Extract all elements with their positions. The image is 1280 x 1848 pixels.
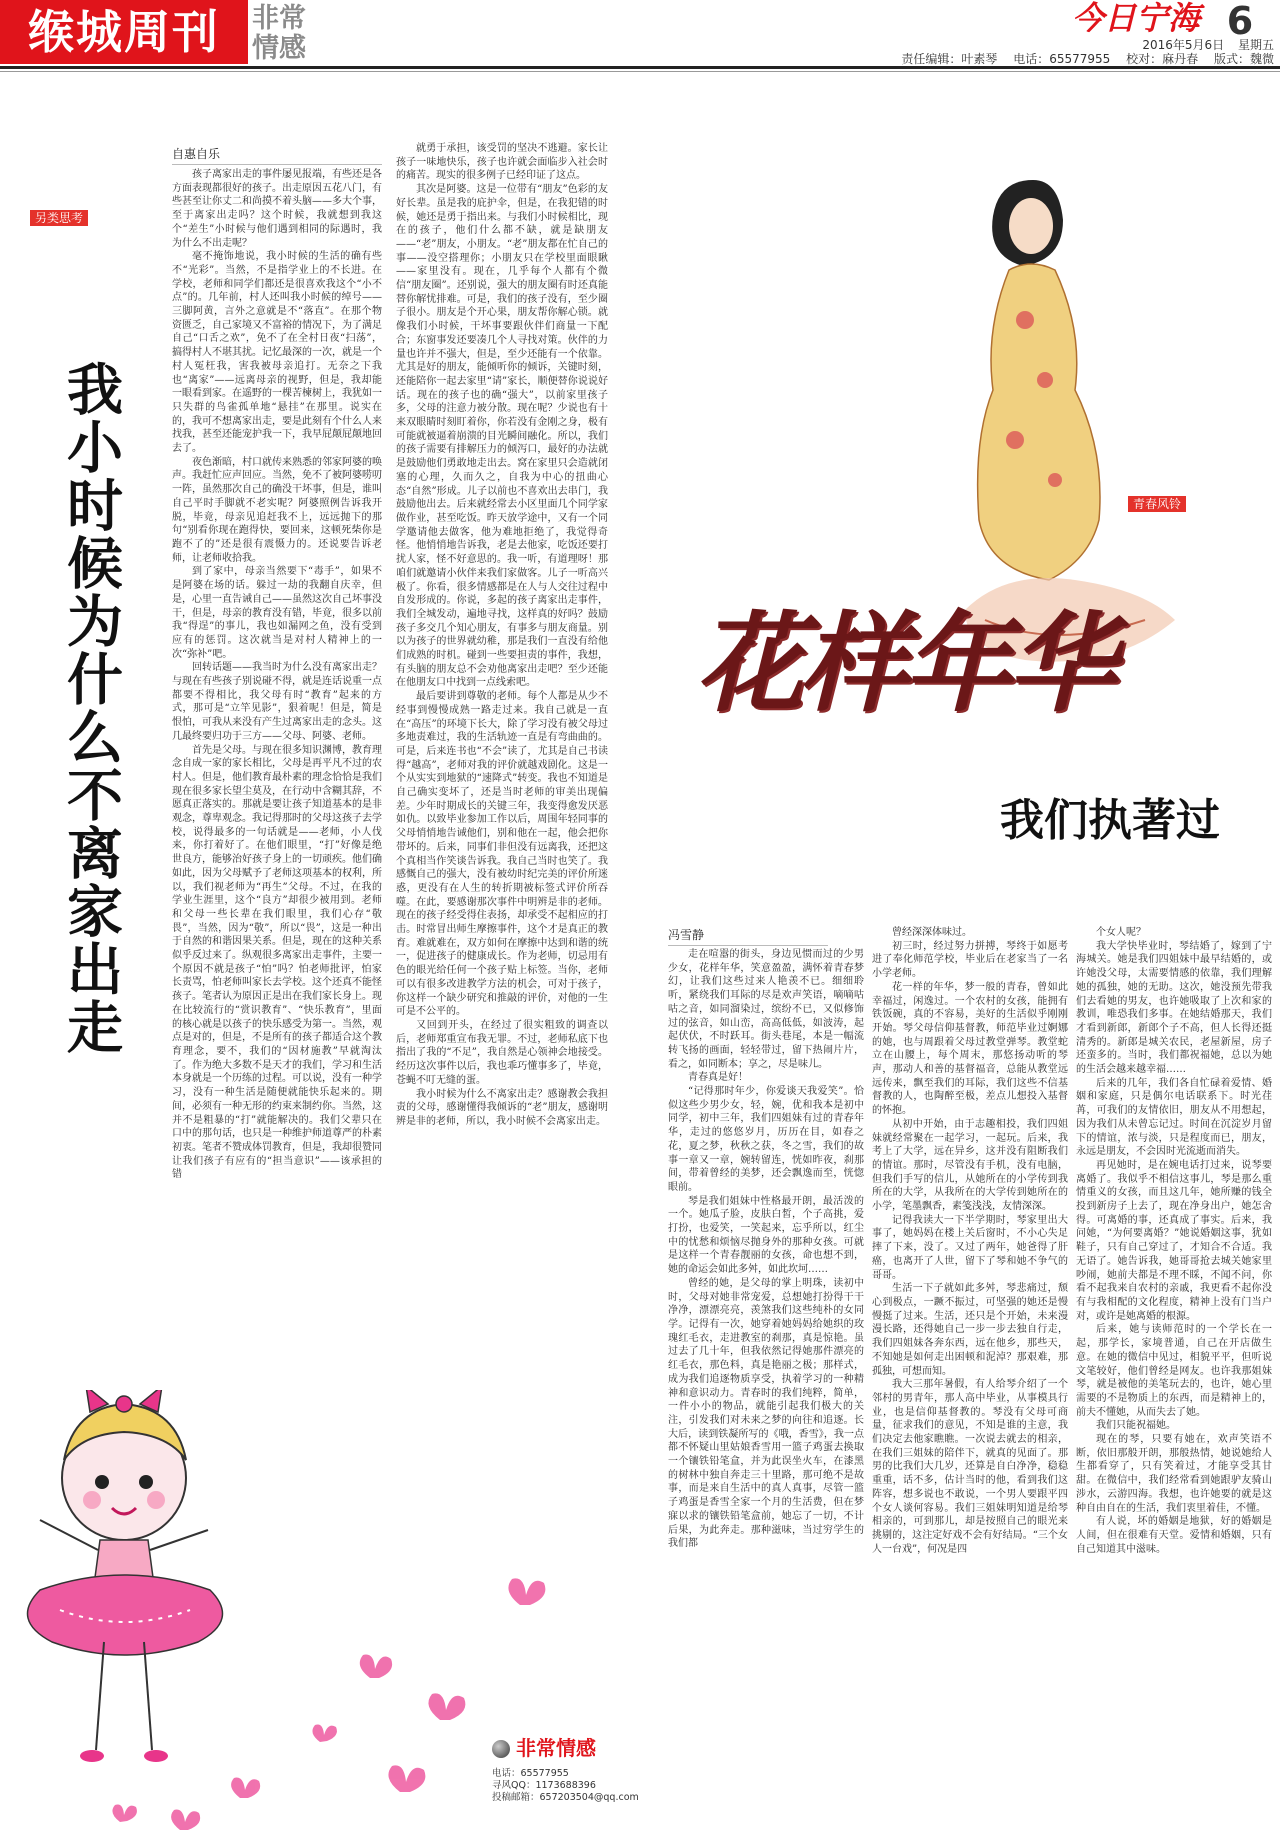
footer-qq: 寻风QQ：1173688396 [492,1780,596,1791]
newspaper-logo: 今日宁海 [1071,0,1200,37]
right-article-author: 冯雪静 [668,927,828,946]
article-paragraph: 我大学快毕业时，琴结婚了，嫁到了宁海城关。她是我们四姐妹中最早结婚的，或许她没父母，太需要情感的依靠，我们理解她的孤独，她的无助。这次，她没预先带我们去看她的男友，也许她吸取了上次和家的教训，唯恐我们多事。在她结婚那天，我们才看到新郎，新郎个子不高，但人长得还挺清秀的。新郎是城关农民，老屋新屋，房子还蛮多的。当时，我们都祝福她，总以为她的生活会越来越幸福…… [1076,940,1272,1076]
right-article-subtitle: 我们执著过 [1000,795,1220,846]
left-article-column-2 [396,142,608,1452]
left-article-author: 自惠自乐 [172,146,382,165]
article-paragraph: 其次是阿婆。这是一位带有“朋友”色彩的友好长辈。虽是我的庇护伞，但是，在我犯错的时候，她还是勇于指出来。与我们小时候相比，现在的孩子，他们什么都不缺，就是缺朋友——“老”朋友，小朋友。“老”朋友都在忙自己的事——没空搭理你；小朋友只在学校里面眼瞅——家里没有。现在，几乎每个人都有个微信“朋友圈”。还别说，强大的朋友圈有时还真能替你解忧排难。可是，我们的孩子没有，至少圈子很小。朋友是个开心果，朋友帮你解心锁。就像我们小时候，干坏事要跟伙伴们商量一下配合；东窗事发还要凑几个人寻找对策。伙伴的力量也许并不强大，但是，至少还能有一个依靠。尤其是好的朋友，能倾听你的倾诉，关键时刻，还能陪你一起去家里“请”家长，顺便替你说说好话。现在的孩子也的确“强大”，以前家里孩子多，父母的注意力被分散。现在呢？少说也有十来双眼睛时刻盯着你，你若没有金刚之身，极有可能就被逼着崩溃的目光瞬间融化。所以，我们的孩子需要有排解压力的倾泻口，最好的办法就是鼓励他们勇敢地走出去。窝在家里只会造就闭塞的心理，久而久之，自我为中心的扭曲心态“自然”形成。儿子以前也不喜欢出去串门，我鼓励他出去。后来就经常去小区里面几个同学家做作业，甚至吃饭。昨天放学途中，又有一个同学邀请他去做客，他为难地拒绝了，我觉得奇怪。他悄悄地告诉我，老是去他家，吃饭还要打扰人家，怪不好意思的。我一听，有道理呀！那咱们就邀请小伙伴来我们家做客。儿子一听高兴极了。你看，很多情感都是在人与人交往过程中自发形成的。你说，多起的孩子离家出走事件，我们全城发动，遍地寻找，这样真的好吗？鼓励孩子多交几个知心朋友，有事多与朋友商量。别以为孩子的世界就幼稚，那是我们一直没有给他们成熟的时机。碰到一些要担责的事件，我想，有头脑的朋友总不会劝他离家出走吧？至少还能在他朋友口中找到一点线索吧。 [396,184,608,689]
editorial-credits [820,52,1274,66]
right-article-column-2 [872,926,1068,1808]
article-paragraph: 初三时，经过努力拼搏，琴终于如愿考进了奉化师范学校，毕业后在老家当了一名小学老师。 [872,940,1068,980]
masthead-thin-rule [0,71,1280,72]
footer-phone: 电话：65577955 [492,1768,569,1779]
right-article-column-3 [1076,926,1272,1808]
article-paragraph: 我们只能祝福她。 [1096,1420,1176,1432]
article-paragraph: 我小时候为什么不离家出走？感谢教会我担责的父母，感谢懂得我倾诉的“老”朋友，感谢明辨是非的老师，所以，我小时候不会离家出走。 [396,1088,608,1127]
phone-credit: 电话：65577955 [1013,52,1111,66]
footer-brand-text: 非常情感 [516,1736,596,1760]
article-paragraph: 夜色渐暗，村口就传来熟悉的邻家阿婆的唤声。我赶忙应声回应。当然，免不了被阿婆唠叨一阵，虽然那次自己的确没干坏事，但是，谁叫自己平时手脚就不老实呢？阿婆照例告诉我开脱，毕竟，母亲见追赶我不上，远远抛下的那句“别看你现在跑得快，要回来，这顿死柴你是跑不了的”还是很有震慑力的。还说要告诉老师，让老师收拾我。 [172,456,382,564]
masthead-rule [0,66,1280,69]
article-paragraph: 到了家中，母亲当然要下“毒手”，如果不是阿婆在场的话。躲过一劫的我翻自庆幸，但是，心里一直告诫自己——虽然这次自己坏事没干，但是，母亲的教育没有错，毕竟，很多以前我“得逞”的事儿，我也如漏网之鱼，没有受到应有的惩罚。这次就当是对村人精神上的一次“弥补”吧。 [172,566,382,660]
article-paragraph: 记得我读大一下半学期时，琴家里出大事了，她妈妈在楼上关后窗时，不小心失足摔了下来，没了。又过了两年，她爸得了肝癌，也离开了人世，留下了琴和她不争气的哥哥。 [872,1214,1068,1281]
weekly-masthead-title: 缑城周刊 [0,0,248,64]
article-paragraph: 孩子离家出走的事件屡见报端，有些还是各方面表现都很好的孩子。出走原因五花八门，有些甚至让你丈二和尚摸不着头脑——多大个事，至于离家出走吗？这个时候，我就想到我这个“差生”小时候与他们遇到相同的际遇时，我为什么不出走呢？ [172,169,382,249]
article-paragraph: 最后要讲到尊敬的老师。每个人都是从少不经事到慢慢成熟一路走过来。我自己就是一直在“高压”的环境下长大，除了学习没有被父母过多地责难过，我的生活轨迹一直是有弯曲曲的。可是，后来连书也“不会”读了，尤其是自己书读得“越高”，老师对我的评价就越戏剧化。这是一个从实实到地狱的“速降式”转变。我也不知道是自己确实变坏了，还是当时老师的审美出现偏差。少年时期成长的关键三年，我变得愈发厌恶如仇。以致毕业参加工作以后，周围年轻同事的父母悄悄地告诫他们，别和他在一起，他会把你带坏的。后来，同事们非但没有远离我，还把这个真相当作笑谈告诉我。我自己当时也笑了。我感慨自己的强大，没有被幼时纪完美的评价所迷惑，更没有在人生的转折期被标签式评价所吞噬。在此，要感谢那次事件中明辨是非的老师。现在的孩子经受得住表扬，却承受不起相应的打击。时常冒出师生摩擦事件，这个才是真正的教育。难就难在，双方如何在摩擦中达到和谐的统一，促进孩子的健康成长。作为老师，切忌用有色的眼光给任何一个孩子贴上标签。当你，老师可以有很多改进教学方法的机会，可对于孩子，你这样一个缺少研究和推敲的评价，对他的一生可是不公平的。 [396,691,608,1018]
page-number: 6 [1226,0,1254,43]
article-paragraph: 有人说，坏的婚姻是地狱，好的婚姻是人间，但在很难有天堂。爱情和婚姻，只有自己知道其中滋味。 [1076,1516,1272,1555]
article-paragraph: 花一样的年华，梦一般的青春，曾如此幸福过，闲逸过。一个农村的女孩，能拥有铁饭碗，真的不容易，美好的生活似乎刚刚开始。琴父母信仰基督教，师范毕业过婀娜的她，也与周跟着父母过教堂弹琴。教堂蛇立在山腰上，每个周末，那悠扬动听的琴声，那动人和善的基督福音，总能从教堂远远传来，飘至我们的耳际，我们这些不信基督教的人，也陶醉至极，差点儿想投入基督的怀抱。 [872,981,1068,1117]
column-tag-alternative-thinking: 另类思考 [30,210,88,226]
article-paragraph: 就勇于承担，该受罚的坚决不逃避。家长让孩子一味地快乐，孩子也许就会面临步入社会时的痛苦。现实的很多例子已经印证了这点。 [396,143,608,182]
layout-credit: 版式：魏微 [1213,52,1274,66]
article-paragraph: 后来，她与读师范时的一个学长在一起，那学长，家境普通，自己在开店做生意。在她的微信中见过，相貌平平，但听说文笔较好，他们曾经是网友。也许我那姐妹琴，就是被他的美笔玩去的，也许，她心里需要的不是物质上的东西，而是精神上的，前夫不懂她，从而失去了她。 [1076,1324,1272,1418]
footer-email: 投稿邮箱：657203504@qq.com [492,1792,639,1803]
article-paragraph: 生活一下子就如此多舛，琴悲痛过，颓心到极点，一蹶不振过，可坚强的她还是慢慢挺了过来。生活，还只是个开始，未来漫漫长路，还得她自己一步一步去独自行走，我们四姐妹各奔东西，远在他乡，那些天，不知她是如何走出困顿和泥淖？那艰难，那孤独，可想而知。 [872,1283,1068,1377]
article-paragraph: 走在喧嚣的街头，身边见惯而过的少男少女，花样年华，笑意盈盈，满怀着青春梦幻，让我们这些过来人艳羡不已。细细聆听，紧绕我们耳际的尽是欢声笑语，嘀嘀咕咕之音，如同溜染过，缤纷不已，又似修饰过的弦音，如山峦，高高低低，如波涛，起起伏伏，不时跃耳。街头巷尾，本是一幅流转飞扬的画面，轻轻带过，留下热闹片片，看之，如同断本；享之，尽是味儿。 [668,949,864,1070]
editor-credit: 责任编辑：叶素琴 [901,52,998,66]
cartoon-girl-illustration [0,1390,560,1848]
article-paragraph: 又回到开头，在经过了很实粗致的调查以后，老师郑重宣布我无罪。不过，老师私底下也指出了我的“不足”，我自然是心领神会地接受。经历这次事件以后，我也乖巧懂事多了，毕竟，苍蝇不叮无缝的蛋。 [396,1020,608,1086]
girl-figure [28,1390,223,1762]
article-paragraph: 从初中开始，由于志趣相投，我们四姐妹就经常聚在一起学习，一起玩。后来，我考上了大学，远在异乡，这并没有阻断我们的情谊。那时，尽管没有手机，没有电脑，但我们手写的信儿，从她所在的小学传到我所在的大学，从我所在的大学传到她所在的小学，笔墨飘香，素笺浅浅，友情深深。 [872,1118,1068,1213]
footer-brand [492,1736,632,1760]
article-paragraph: 个女人呢？ [1096,927,1146,938]
left-article-column-1 [172,168,382,1458]
article-paragraph: 首先是父母。与现在很多知识渊博，教育理念自成一家的家长相比，父母是再平凡不过的农村人。但是，他们教育最朴素的理念恰恰是我们现在很多家长望尘莫及，在行动中含糊其辞，不愿真正落实的。那就是要让孩子知道基本的是非观念，尊卑观念。我记得那时的父母这孩子去学校，说得最多的一句话就是——老师，小人伐来，你打着好了。在他们眼里，“打”好像是绝世良方，能够治好孩子身上的一切顽疾。他们确如此，因为父母赋予了老师这项基本的权利，所以，我们视老师为“再生”父母。不过，在我的学业生涯里，这个“良方”却很少被用到。老师和父母一些长辈在我们眼里，我们心存“敬畏”，当然，因为“敬”，所以“畏”，这是一种出于自然的和谐因果关系。但是，现在的这种关系似乎反过来了。纵观很多离家出走事件，主要一个原因不就是孩子“怕”吗？怕老师批评，怕家长责骂，怕老师叫家长去学校。这个还真不能怪孩子。笔者认为原因正是出在我们家长身上。现在比较流行的“赏识教育”、“快乐教育”，里面的核心就是以孩子的快乐感受为第一。当然，观点是对的，但是，不是所有的孩子都适合这个教育理念，要不，我们的“因材施教”早就淘汰了。作为绝大多数不是天才的我们，学习和生活本身就是一个历练的过程。可以说，没有一种学习，没有一种生活是随便就能快乐起来的。期间，必须有一种无形的约束来制约你。当然，这并不是粗暴的“打”就能解决的。我们父辈只在口中的那句话，也只是一种维护师道尊严的朴素初衷。笔者不赞成体罚教育，但是，我却很赞同让我们孩子有应有的“担当意识”——该承担的错 [172,744,382,1181]
article-paragraph: 曾经的她，是父母的掌上明珠，读初中时，父母对她非常宠爱，总想她打扮得干干净净，漂漂亮亮，羡煞我们这些纯朴的女同学。记得有一次，她穿着她妈妈给她织的玫瑰红毛衣，走进教室的刹那，真是惊艳。虽过去了几十年，但我依然记得她那件漂亮的红毛衣，那色料，真是艳丽之极；那样式，成为我们追逐物质享受，执着学习的一种精神和意识动力。青春时的我们纯粹，简单，一件小小的物品，就能引起我们极大的关注，引发我们对未来之梦的向往和追逐。长大后，读到铁凝所写的《哦，香雪》，我一点都不怀疑山里姑娘香雪用一篮子鸡蛋去换取一个镶铁铅笔盒，并为此误坐火车，在漆黑的树林中独自奔走三十里路，那可绝不是故事，而是来自生活中的真人真事，尽管一篮子鸡蛋是香雪全家一个月的生活费，但在梦寐以求的镶铁铅笔盒前，她忘了一切，不计后果，为此奔走。那种滋味，当过穷学生的我们都 [668,1277,864,1550]
article-paragraph: 再见她时，是在婉电话打过来，说琴要离婚了。我似乎不相信这事儿，琴是那么重情重义的女孩，而且这几年，她所赚的钱全投到新房子上去了，现在净身出户，她怎舍得。可离婚的事，还真成了事实。后来，我问她，“为何要离婚？”她说婚姻这事，犹如鞋子，只有自己穿过了，才知合不合适。我无语了。她告诉我，她哥哥抢去城关她家里吵闹，她前夫都是不理不睬，不闻不问，你看不起我来自农村的亲戚，我更看不起你没有与我相配的文化程度，精神上没有门当户对，或许是她离婚的根源。 [1076,1159,1272,1322]
right-article-column-1 [668,948,864,1808]
section-name: 非常情感 [252,3,306,64]
article-paragraph: 青春真是好！ [688,1072,748,1084]
left-article-title: 我小时候为什么不离家出走 [58,360,123,1056]
footer-contact [492,1768,662,1804]
globe-icon [492,1740,510,1758]
column-tag-youth-chimes: 青春风铃 [1128,496,1186,512]
article-paragraph: 现在的琴，只要有她在，欢声笑语不断，依旧那般开朗，那般热情，她说她给人生都看穿了，只有笑着过，才能享受其甘甜。在微信中，我们经常看到她跟驴友骑山涉水，云游四海。我想，也许她要的就是这种自由自在的生活，我们衷里着佳，不懂。 [1076,1434,1272,1514]
article-paragraph: 回转话题——我当时为什么没有离家出走？与现在有些孩子别说碰不得，就是连话说重一点都要不得相比，我父母有时“教育”起来的方式，那可是“立竿见影”，狠着呢！但是，简是恨怕，可我从来没有产生过离家出走的念头。这几最终要归功于三方——父母、阿婆、老师。 [172,662,382,742]
article-paragraph: 后来的几年，我们各自忙碌着爱情、婚姻和家庭，只是偶尔电话联系下。时光荏苒，可我们的友情依旧，朋友从不用想起，因为我们从未曾忘记过。时间在沉淀岁月留下的情谊，浓与淡，只是程度而已，朋友，永远是朋友，不会因时光流逝而消失。 [1076,1077,1272,1158]
article-paragraph: 毫不掩饰地说，我小时候的生活的确有些不“光彩”。当然，不是指学业上的不长进。在学校，老师和同学们都还是很喜欢我这个“小不点”的。几年前，村人还叫我小时候的绰号——三脚阿黄，言外之意就是不“落直”。在那个物资匮乏，自己家境又不富裕的情况下，为了满足自己“口舌之欢”，免不了在全村日夜“扫荡”，搞得村人不堪其扰。记忆最深的一次，就是一个村人冤枉我，害我被母亲追打。无奈之下我也“离家”——远离母亲的视野，但是，我却能一眼看到家。在遥野的一棵苦楝树上，我犹如一只失群的鸟雀孤单地“悬挂”在那里。说实在的，我可不想离家出走，要是此刻有个什么人来找我，甚至还能宠护我一下，我早屁颠屁颠地回去了。 [172,251,382,455]
issue-weekday: 星期五 [1237,38,1274,52]
calligraphy-title: 花样年华 [696,601,1113,727]
issue-date-text: 2016年5月6日 [1142,38,1225,52]
article-paragraph: 我大三那年暑假，有人给琴介绍了一个邻村的男青年，那人高中毕业，从事模具行业，也是信仰基督教的。琴没有父母可商量，征求我们的意见，不知是谁的主意，我们决定去他家瞧瞧。一次说去就去的相亲，在我们三姐妹的陪伴下，就真的见面了。那男的比我们大几岁，还算是自白净净，稳稳重重，话不多，估计当时的他，看到我们这阵容，想多说也不敢说，一个男人要跟平四个女人谈何容易。我们三姐妹明知道是给琴相亲的，可到那儿，却是按照自己的眼光来挑剔的，这注定好戏不会有好结局。“三个女人一台戏”，何况是四 [872,1379,1068,1555]
article-paragraph: “记得那时年少，你爱谈天我爱笑”。恰似这些少男少女，轻，婉，优和我本是初中同学，初中三年，我们四姐妹有过的青春年华，走过的悠悠岁月，历历在目，如春之花，夏之梦，秋秋之获，冬之雪，我们的故事一章又一章，婉转留连，恍如昨夜，刹那间，带着曾经的美梦，还会飘逸而至，恍惚眼前。 [668,1086,864,1193]
proofreader-credit: 校对：麻丹春 [1126,52,1199,66]
article-paragraph: 曾经深深体味过。 [892,927,972,938]
issue-date [1068,38,1274,52]
article-paragraph: 琴是我们姐妹中性格最开朗，最活泼的一个。她瓜子脸，皮肤白皙，个子高挑，爱打扮，也爱笑，一笑起来，忘乎所以，红尘中的忧愁和烦恼尽抛身外的那种女孩。可就是这样一个青春靓丽的女孩，命也想不到，她的命运会如此多舛，如此坎坷…… [668,1195,864,1276]
